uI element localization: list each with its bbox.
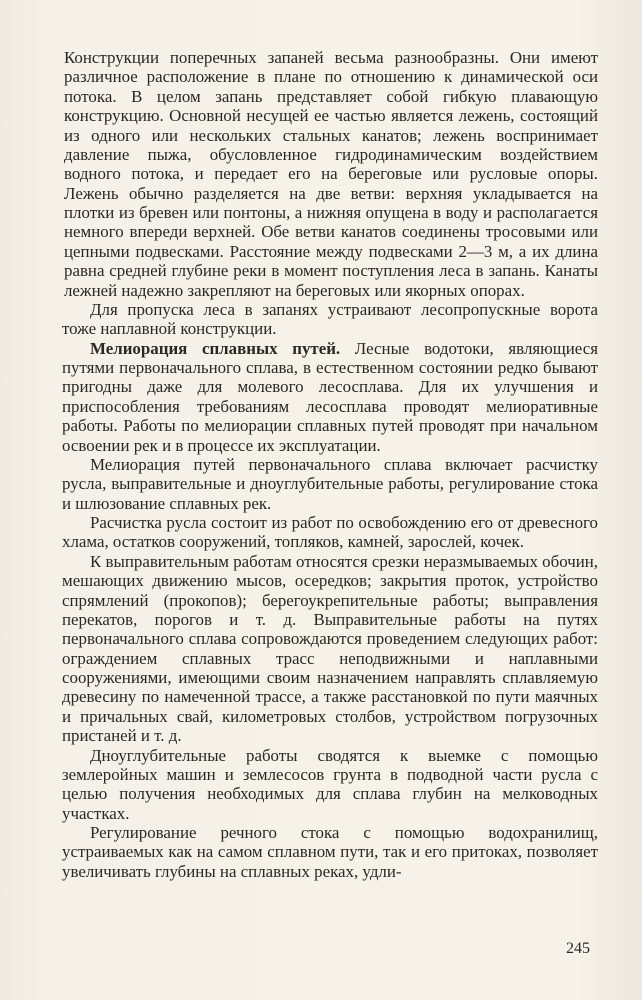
section-heading: Мелиорация сплавных путей. xyxy=(90,338,341,358)
body-text xyxy=(62,48,598,881)
paragraph-channel-clearing: Расчистка русла состоит из работ по освобождению его от древесного хлама, остатков сооружений, топляков, камней, зарослей, кочек. xyxy=(62,513,598,552)
paragraph-melioration-intro xyxy=(62,339,598,455)
paragraph-lesopropusk-gates: Для пропуска леса в запанях устраивают лесопропускные ворота тоже наплавной конструкции. xyxy=(62,299,598,339)
paragraph-flow-regulation: Регулирование речного стока с помощью водохранилищ, устраиваемых как на самом сплавном пути, так и его притоках, позволяет увеличивать глубины на сплавных реках, удли- xyxy=(62,823,598,881)
section-intro-text: Лесные водотоки, являющиеся путями первоначального сплава, в естественном состоянии редко бывают пригодны даже для молевого лесосплава. Для их улучшения и приспособления требованиям лесосплава проводят мелиоративные работы. Работы по мелиорации сплавных путей проводят при начальном освоении рек и в процессе их эксплуатации. xyxy=(62,338,598,455)
paragraph-melioration-scope: Мелиорация путей первоначального сплава включает расчистку русла, выправительные и дноуглубительные работы, регулирование стока и шлюзование сплавных рек. xyxy=(62,454,598,513)
paragraph-zapan-construction: Конструкции поперечных запаней весьма разнообразны. Они имеют различное расположение в плане по отношению к динамической оси потока. В целом запань представляет собой гибкую плавающую конструкцию. Основной несущей ее частью является лежень, состоящий из одного или нескольких стальных канатов; лежень воспринимает давление пыжа, обусловленное гидродинамическим воздействием водного потока, и передает его на береговые или русловые опоры. Лежень обычно разделяется на две ветви: верхняя укладывается на плотки из бревен или понтоны, а нижняя опущена в воду и располагается немного впереди верхней. Обе ветви канатов соединены тросовыми или цепными подвесками. Расстояние между подвесками 2—3 м, а их длина равна средней глубине реки в момент поступления леса в запань. Канаты лежней надежно закрепляют на береговых или якорных опорах. xyxy=(64,48,598,300)
paragraph-straightening-works: К выправительным работам относятся срезки неразмываемых обочин, мешающих движению мысов, осередков; закрытия проток, устройство спрямлений (прокопов); берегоукрепительные работы; выправления перекатов, порогов и т. д. Выправительные работы на путях первоначального сплава сопровождаются проведением следующих работ: ограждением сплавных трасс неподвижными и наплавными сооружениями, имеющими своим назначением направлять сплавляемую древесину по намеченной трассе, а также расстановкой по пути маячных и причальных свай, километровых столбов, устройством погрузочных пристаней и т. д. xyxy=(62,551,598,746)
paragraph-dredging-works: Дноуглубительные работы сводятся к выемке с помощью землеройных машин и землесосов грунта в подводной части русла с целью получения необходимых для сплава глубин на мелководных участках. xyxy=(62,745,598,823)
page-number: 245 xyxy=(566,940,590,957)
